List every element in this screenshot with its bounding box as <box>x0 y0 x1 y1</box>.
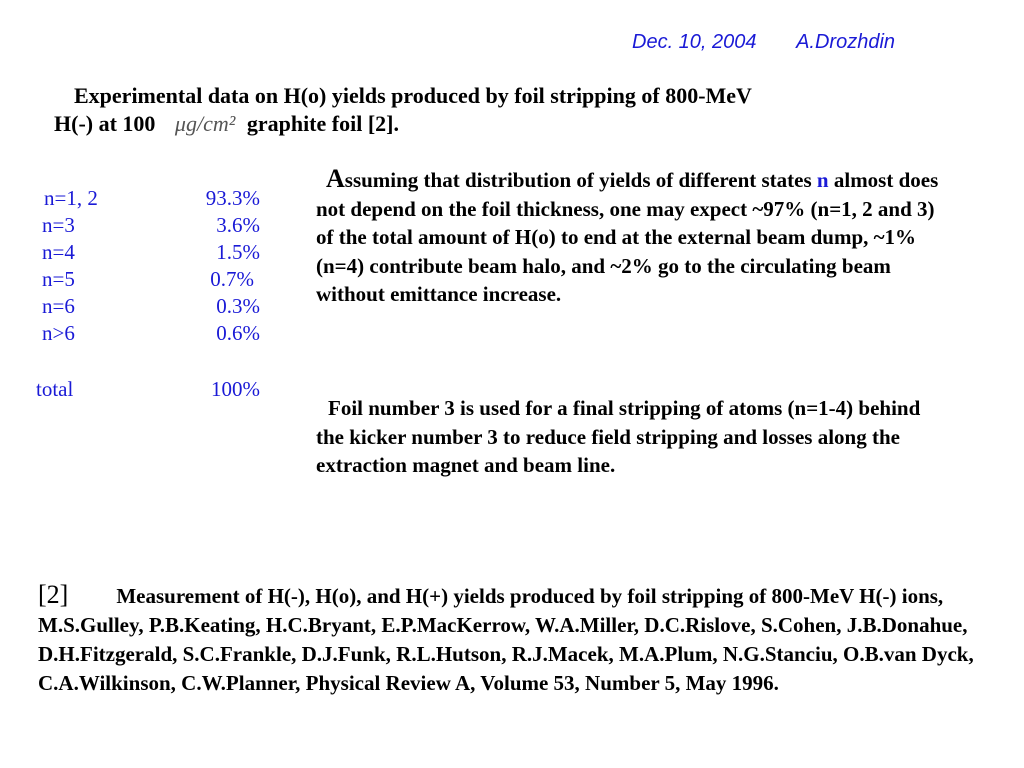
title-line-2-start: H(-) at 100 <box>54 111 156 136</box>
yield-value: 93.3% <box>205 186 260 210</box>
yield-label: n=6 <box>42 294 75 318</box>
yield-row <box>36 293 266 320</box>
yield-value: 0.7% <box>210 267 254 291</box>
reference <box>38 580 988 698</box>
yield-value: 3.6% <box>216 213 260 237</box>
yield-value: 0.3% <box>216 294 260 318</box>
assumption-paragraph <box>316 165 946 309</box>
yield-total-row <box>36 376 266 403</box>
yield-row <box>36 212 266 239</box>
header-date: Dec. 10, 2004 <box>632 31 757 53</box>
yield-row <box>36 266 266 293</box>
yield-value: 1.5% <box>216 240 260 264</box>
yields-table <box>36 185 266 403</box>
header-author: A.Drozhdin <box>796 31 896 53</box>
paragraph-text: Foil number 3 is used for a final stripping of atoms (n=1-4) behind the kicker number 3 to reduce field stripping and losses along the extraction magnet and beam line. <box>316 396 921 477</box>
reference-number: [2] <box>38 580 69 609</box>
yield-label: n=4 <box>42 240 75 264</box>
title-line-1: Experimental data on H(o) yields produced by foil stripping of 800-MeV <box>74 83 752 108</box>
drop-cap: A <box>326 164 345 193</box>
yield-total-label: total <box>36 377 74 401</box>
foil-paragraph <box>316 394 946 480</box>
title-line-2-end: graphite foil [2]. <box>246 111 399 136</box>
paragraph-text: almost does not depend on the foil thickness, one may expect ~97% (n=1, 2 and 3) of the total amount of H(o) to end at the external beam dump, ~1% (n=4) contribute beam halo, and ~2% go to the circulating beam without emittance increase. <box>316 168 939 306</box>
yield-value: 0.6% <box>216 321 260 345</box>
slide-header <box>632 31 895 54</box>
title-unit: μg/cm² <box>174 111 236 136</box>
yield-row <box>36 239 266 266</box>
slide-title <box>54 82 974 138</box>
paragraph-text: ssuming that distribution of yields of different states <box>344 168 817 192</box>
reference-text: Measurement of H(-), H(o), and H(+) yields produced by foil stripping of 800-MeV H(-) ions, M.S.Gulley, P.B.Keating, H.C.Bryant, E.P.MacKerrow, W.A.Miller, D.C.Rislove, S.Cohen, J.B.Donahue, D.H.Fitzgerald, S.C.Frankle, D.J.Funk, R.L.Hutson, R.J.Macek, M.A.Plum, N.G.Stanciu, O.B.van Dyck, C.A.Wilkinson, C.W.Planner, Physical Review A, Volume 53, Number 5, May 1996. <box>38 584 974 695</box>
yield-row <box>36 320 266 347</box>
yield-label: n=1, 2 <box>44 186 98 210</box>
yield-row <box>36 185 266 212</box>
variable-n: n <box>816 168 829 192</box>
yield-total-value: 100% <box>211 377 260 401</box>
yield-label: n>6 <box>42 321 75 345</box>
yield-label: n=5 <box>42 267 75 291</box>
yield-label: n=3 <box>42 213 75 237</box>
